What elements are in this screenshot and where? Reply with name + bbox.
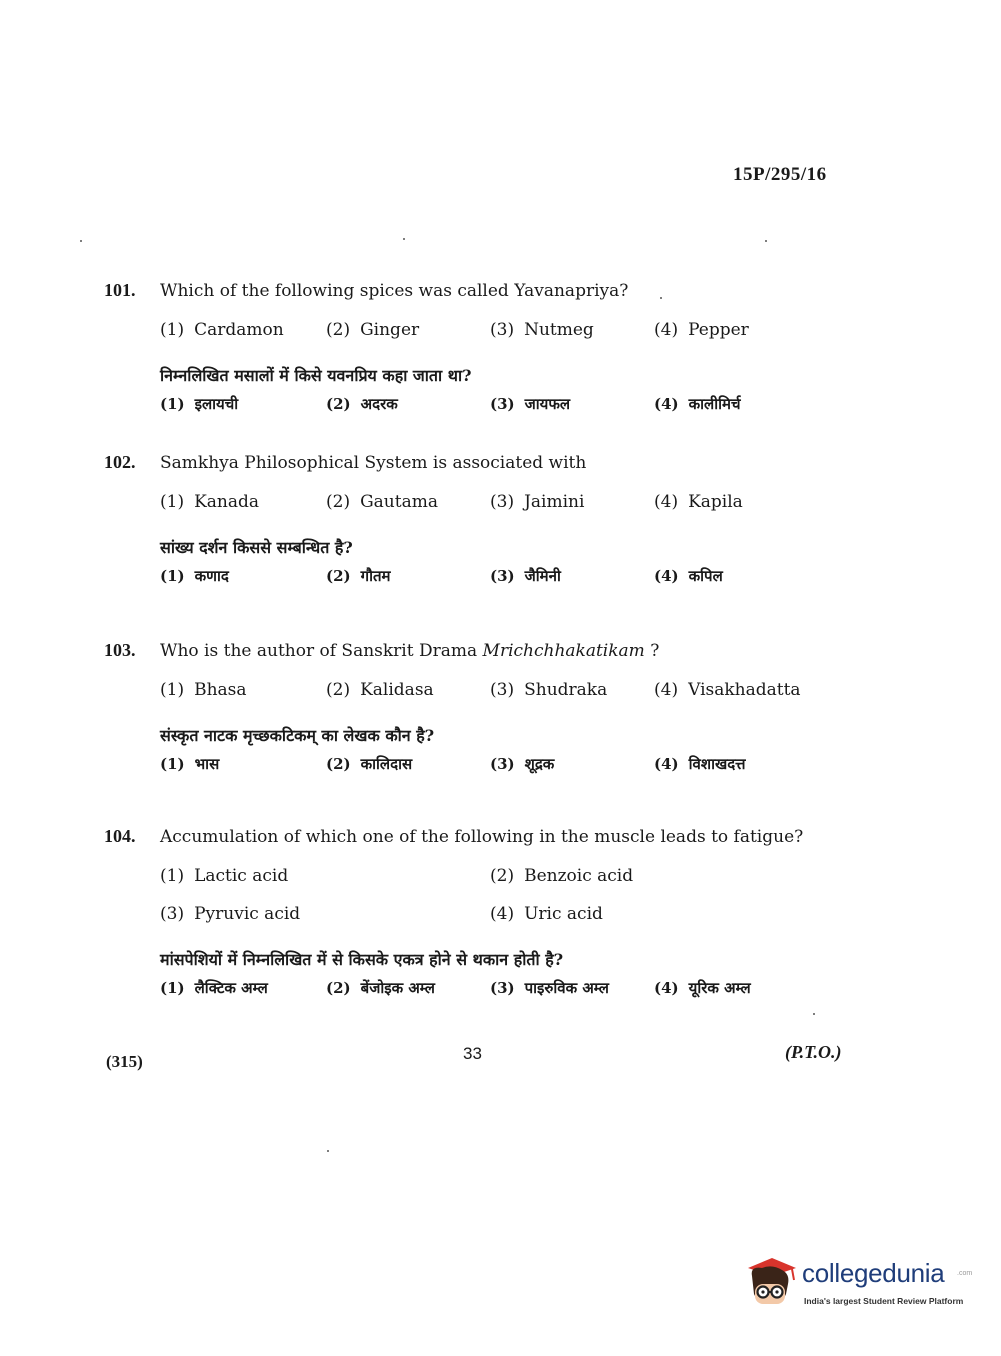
option-3: (3) Nutmeg — [490, 320, 594, 340]
options-en — [160, 680, 864, 718]
scan-speck — [660, 297, 662, 299]
option-3-hi: (3) जायफल — [490, 395, 571, 413]
option-3-hi: (3) शूद्रक — [490, 755, 555, 773]
scan-speck — [765, 240, 767, 242]
question-number: 104. — [104, 826, 136, 846]
question-text-hi: संस्कृत नाटक मृच्छकटिकम् का लेखक कौन है? — [160, 726, 435, 745]
option-2: (2) Kalidasa — [326, 680, 434, 700]
question-text-hi: मांसपेशियों में निम्नलिखित में से किसके एकत्र होने से थकान होती है? — [160, 950, 564, 969]
option-2-hi: (2) बेंजोइक अम्ल — [326, 979, 435, 997]
option-4: (4) Kapila — [654, 492, 743, 512]
option-3-hi: (3) जैमिनी — [490, 567, 561, 585]
option-3-hi: (3) पाइरुविक अम्ल — [490, 979, 609, 997]
option-3: (3) Pyruvic acid — [160, 904, 301, 924]
options-hi — [160, 394, 864, 432]
question-101 — [104, 280, 864, 432]
option-2: (2) Benzoic acid — [490, 866, 634, 886]
options-hi — [160, 754, 864, 792]
question-104 — [104, 826, 864, 1016]
option-2-hi: (2) कालिदास — [326, 755, 413, 773]
question-text-hi: निम्नलिखित मसालों में किसे यवनप्रिय कहा जाता था? — [160, 366, 472, 385]
scan-speck — [327, 1150, 329, 1152]
scan-speck — [403, 238, 405, 240]
option-2: (2) Ginger — [326, 320, 420, 340]
option-3: (3) Jaimini — [490, 492, 585, 512]
collegedunia-logo — [742, 1252, 972, 1316]
question-text-en: Who is the author of Sanskrit Drama Mrichchhakatikam ? — [160, 641, 660, 661]
option-1-hi: (1) कणाद — [160, 567, 229, 585]
option-1: (1) Kanada — [160, 492, 260, 512]
options-en-row-2 — [160, 904, 864, 942]
question-number: 103. — [104, 640, 136, 660]
option-1-hi: (1) लैक्टिक अम्ल — [160, 979, 268, 997]
option-4: (4) Visakhadatta — [654, 680, 801, 700]
brand-name: collegedunia — [802, 1258, 945, 1288]
scan-speck — [813, 1013, 815, 1015]
option-2-hi: (2) अदरक — [326, 395, 398, 413]
mascot-icon — [742, 1254, 800, 1312]
option-2-hi: (2) गौतम — [326, 567, 391, 585]
options-hi — [160, 566, 864, 604]
options-hi — [160, 978, 864, 1016]
options-en — [160, 492, 864, 530]
option-1: (1) Cardamon — [160, 320, 284, 340]
option-3: (3) Shudraka — [490, 680, 608, 700]
page-number: 33 — [463, 1044, 482, 1063]
option-4: (4) Pepper — [654, 320, 749, 340]
question-103 — [104, 640, 864, 792]
question-number: 102. — [104, 452, 136, 472]
question-102 — [104, 452, 864, 604]
paper-code: 15P/295/16 — [733, 164, 827, 185]
option-4-hi: (4) कालीमिर्च — [654, 395, 741, 413]
option-4-hi: (4) कपिल — [654, 567, 723, 585]
option-1: (1) Lactic acid — [160, 866, 289, 886]
options-en — [160, 320, 864, 358]
option-1-hi: (1) भास — [160, 755, 220, 773]
question-text-hi: सांख्य दर्शन किससे सम्बन्धित है? — [160, 538, 353, 557]
options-en-row-1 — [160, 866, 864, 904]
question-text-en: Accumulation of which one of the following in the muscle leads to fatigue? — [160, 827, 804, 847]
question-text-en: Which of the following spices was called Yavanapriya? — [160, 281, 629, 301]
option-1-hi: (1) इलायची — [160, 395, 239, 413]
question-number: 101. — [104, 280, 136, 300]
please-turn-over: (P.T.O.) — [785, 1042, 842, 1062]
brand-domain: .com — [957, 1270, 973, 1277]
booklet-code: (315) — [106, 1052, 143, 1071]
drama-title: Mrichchhakatikam — [482, 641, 645, 661]
question-text-en: Samkhya Philosophical System is associated with — [160, 453, 587, 473]
option-4: (4) Uric acid — [490, 904, 603, 924]
option-4-hi: (4) यूरिक अम्ल — [654, 979, 751, 997]
option-1: (1) Bhasa — [160, 680, 247, 700]
option-4-hi: (4) विशाखदत्त — [654, 755, 746, 773]
scan-speck — [80, 240, 82, 242]
option-2: (2) Gautama — [326, 492, 438, 512]
brand-tagline: India's largest Student Review Platform — [804, 1296, 964, 1306]
